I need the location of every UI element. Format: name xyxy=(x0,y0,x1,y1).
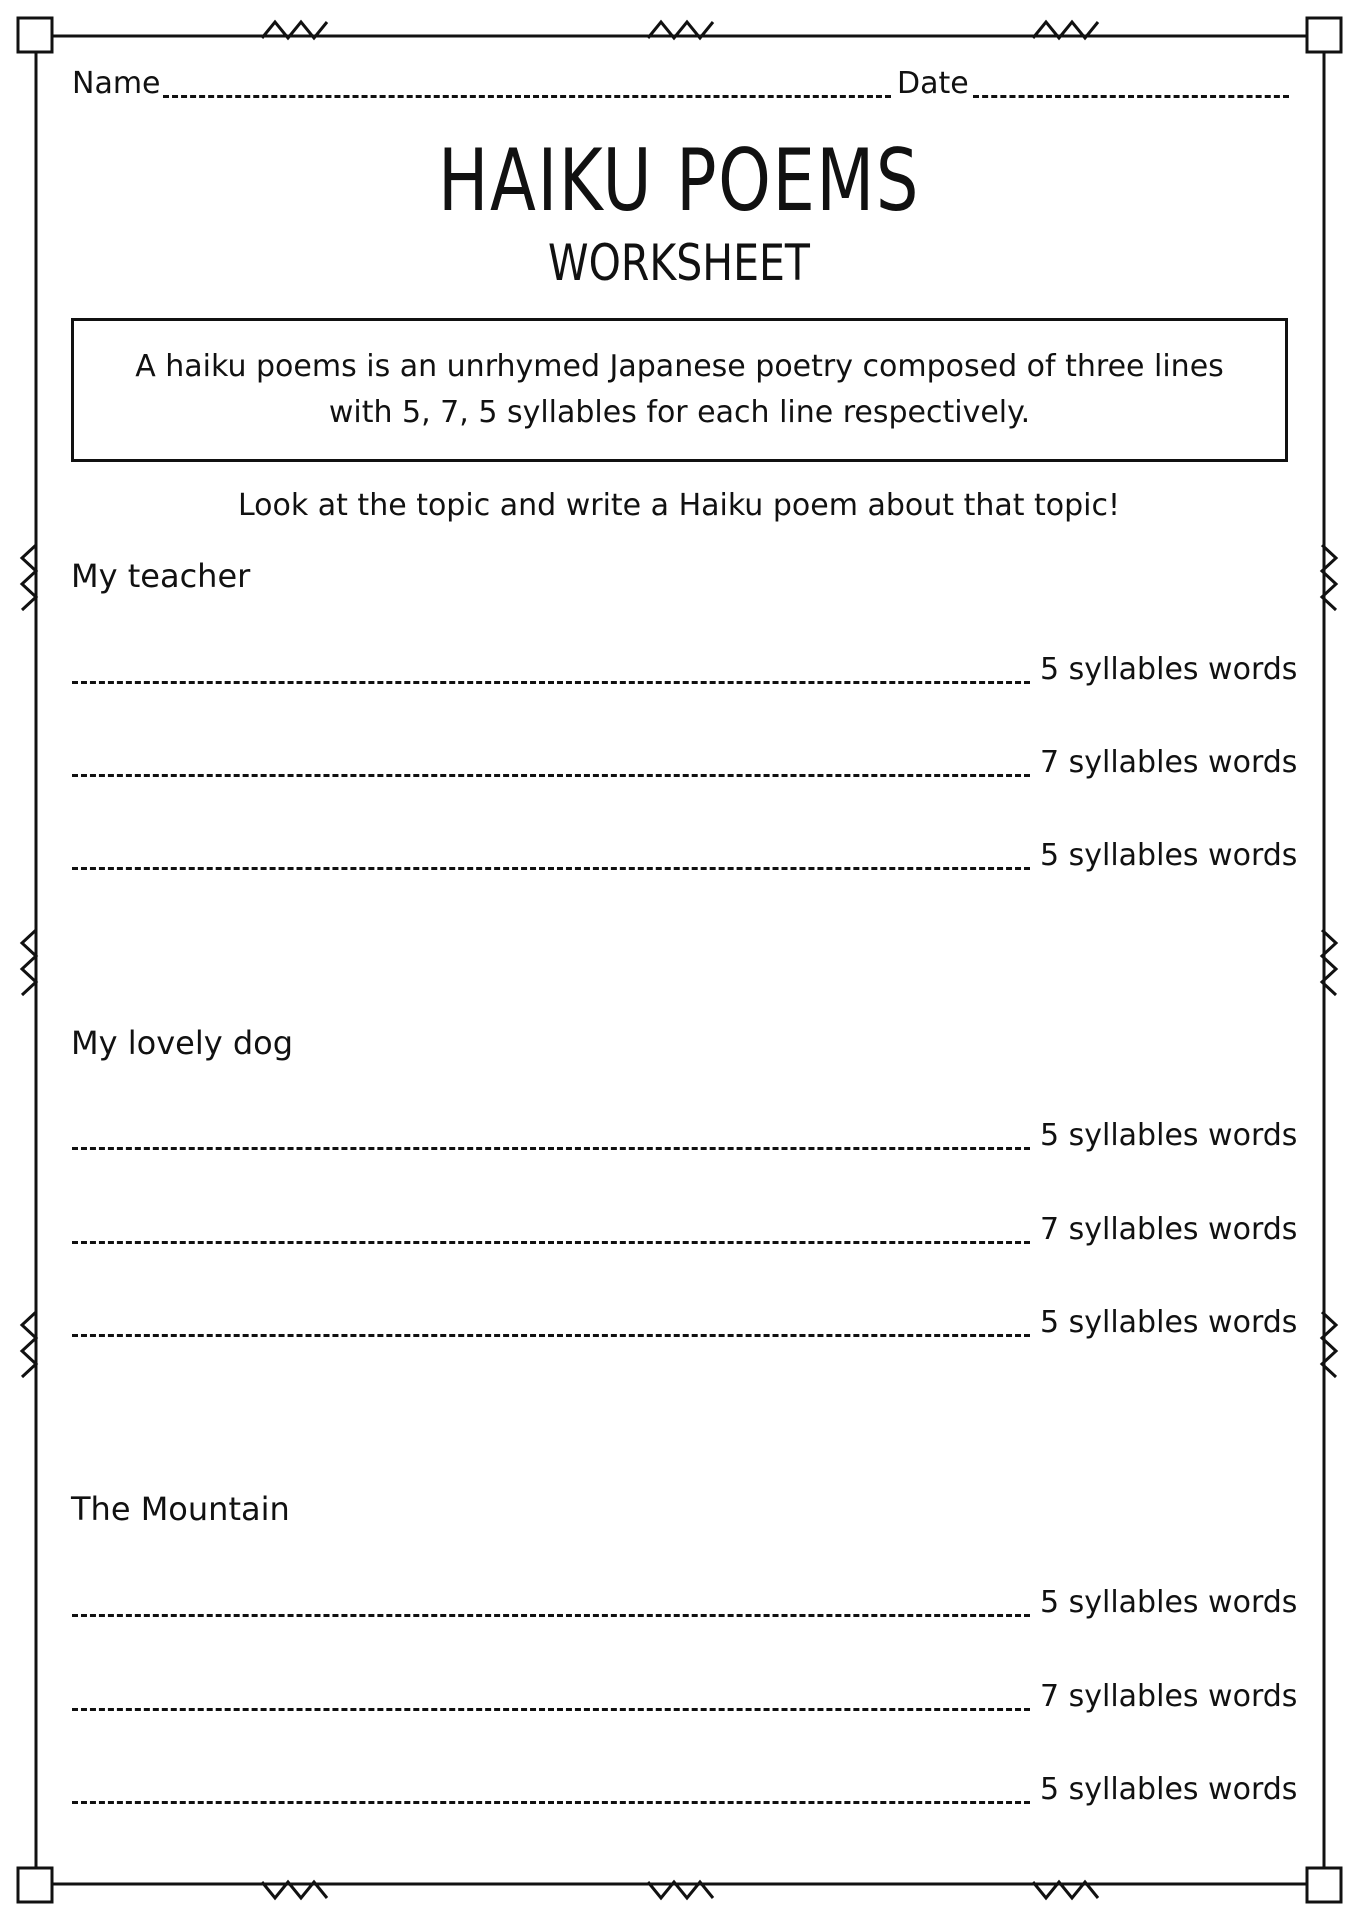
date-label: Date xyxy=(897,66,969,101)
syllable-hint: 5 syllables words xyxy=(1040,1772,1298,1807)
corner-square-bl xyxy=(18,1868,52,1902)
syllable-hint: 7 syllables words xyxy=(1040,1679,1298,1714)
answer-line[interactable] xyxy=(72,1334,1030,1337)
syllable-hint: 5 syllables words xyxy=(1040,1118,1298,1153)
zigzag-left-1 xyxy=(22,545,36,610)
topic-title: My lovely dog xyxy=(71,1024,294,1062)
page-subtitle: WORKSHEET xyxy=(548,234,810,292)
answer-line[interactable] xyxy=(72,681,1030,684)
date-field-line[interactable] xyxy=(973,95,1289,98)
syllable-hint: 5 syllables words xyxy=(1040,838,1298,873)
answer-line[interactable] xyxy=(72,774,1030,777)
topic-title: My teacher xyxy=(71,557,251,595)
intro-text: A haiku poems is an unrhymed Japanese poetry composed of three lines with 5, 7, 5 syllables for each line respectively. xyxy=(135,349,1224,430)
zigzag-left-3 xyxy=(22,1312,36,1377)
answer-line[interactable] xyxy=(72,1614,1030,1617)
answer-line[interactable] xyxy=(72,1801,1030,1804)
topic-title: The Mountain xyxy=(71,1490,290,1528)
corner-square-br xyxy=(1307,1868,1341,1902)
name-label: Name xyxy=(72,66,161,101)
corner-square-tl xyxy=(18,18,52,52)
page-title: HAIKU POEMS xyxy=(438,131,920,231)
syllable-hint: 7 syllables words xyxy=(1040,1212,1298,1247)
name-field-line[interactable] xyxy=(163,95,891,98)
syllable-hint: 5 syllables words xyxy=(1040,1305,1298,1340)
syllable-hint: 7 syllables words xyxy=(1040,745,1298,780)
answer-line[interactable] xyxy=(72,1147,1030,1150)
syllable-hint: 5 syllables words xyxy=(1040,1585,1298,1620)
syllable-hint: 5 syllables words xyxy=(1040,652,1298,687)
zigzag-left-2 xyxy=(22,930,36,995)
answer-line[interactable] xyxy=(72,867,1030,870)
instruction-text: Look at the topic and write a Haiku poem about that topic! xyxy=(237,488,1121,523)
corner-square-tr xyxy=(1307,18,1341,52)
answer-line[interactable] xyxy=(72,1241,1030,1244)
answer-line[interactable] xyxy=(72,1708,1030,1711)
intro-box xyxy=(71,318,1288,462)
